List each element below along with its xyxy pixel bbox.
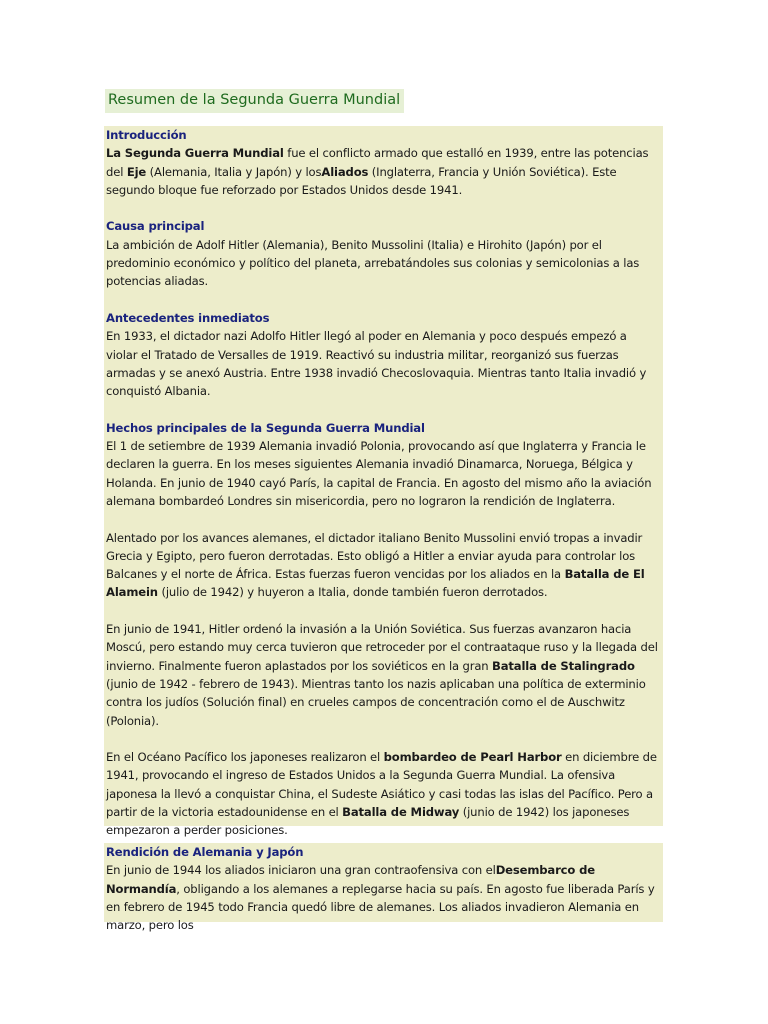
section-hechos-principales [106, 419, 661, 840]
text-run: En junio de 1941, Hitler ordenó la invasión a la Unión Soviética. Sus fuerzas avanzaron hacia Moscú, pero estando muy cerca tuvieron que retroceder por el contraataque ruso y la llegada del invierno. Finalmente fueron aplastados por los soviéticos en la gran [106, 622, 658, 673]
bold-term: bombardeo de Pearl Harbor [383, 750, 562, 765]
section-heading: Antecedentes inmediatos [106, 310, 270, 325]
text-run: (julio de 1942) y huyeron a Italia, donde también fueron derrotados. [157, 585, 548, 600]
section-heading: Hechos principales de la Segunda Guerra Mundial [106, 420, 425, 435]
content-panel-rendicion [104, 843, 663, 933]
page-title: Resumen de la Segunda Guerra Mundial [105, 89, 404, 113]
text-run: (junio de 1942) los japoneses empezaron a perder posiciones. [106, 804, 630, 838]
text-run: en diciembre de 1941, provocando el ingreso de Estados Unidos a la Segunda Guerra Mundial. La ofensiva japonesa la llevó a conquistar China, el Sudeste Asiático y casi todas las islas del Pacífico. Pero a partir de la victoria estadounidense en el [106, 750, 657, 819]
text-run: Alentado por los avances alemanes, el dictador italiano Benito Mussolini envió tropas a invadir Grecia y Egipto, pero fueron derrotadas. Esto obligó a Hitler a enviar ayuda para controlar los Balcanes y el norte de África. Estas fuerzas fueron vencidas por los aliados en la [106, 530, 643, 582]
paragraph [106, 748, 661, 839]
bold-term: Batalla de Midway [342, 804, 460, 819]
bold-term: Eje [126, 164, 147, 179]
text-run: (junio de 1942 - febrero de 1943). Mientras tanto los nazis aplicaban una política de exterminio contra los judíos (Solución final) en crueles campos de concentración como el de Auschwitz (Polonia). [106, 676, 646, 728]
paragraph [106, 529, 661, 602]
content-panel-main [104, 126, 663, 838]
text-run: La ambición de Adolf Hitler (Alemania), Benito Mussolini (Italia) e Hirohito (Japón) por el predominio económico y político del planeta, arrebatándoles sus colonias y semicolonias a las potencias aliadas. [106, 237, 640, 289]
text-run: En junio de 1944 los aliados iniciaron una gran contraofensiva con el [106, 863, 496, 878]
section-introduccion [106, 126, 661, 199]
text-run: fue el conflicto armado que estalló en 1939, entre las potencias del [106, 146, 649, 179]
paragraph [106, 861, 661, 934]
bold-term: Batalla de El Alamein [106, 567, 645, 600]
bold-term: Batalla de Stalingrado [492, 658, 635, 673]
text-run: (Alemania, Italia y Japón) y los [146, 164, 322, 179]
paragraph [106, 620, 661, 730]
text-run: , obligando a los alemanes a replegarse hacia su país. En agosto fue liberada París y en febrero de 1945 todo Francia quedó libre de alemanes. Los aliados invadieron Alemania en marzo, pero los [106, 881, 655, 933]
paragraph [106, 327, 661, 400]
text-run: (Inglaterra, Francia y Unión Soviética). Este segundo bloque fue reforzado por Estados Unidos desde 1941. [106, 164, 617, 197]
text-run: El 1 de setiembre de 1939 Alemania invadió Polonia, provocando así que Inglaterra y Francia le declaren la guerra. En los meses siguientes Alemania invadió Dinamarca, Noruega, Bélgica y Holanda. En junio de 1940 cayó París, la capital de Francia. En agosto del mismo año la aviación alemana bombardeó Londres sin misericordia, pero no lograron la rendición de Inglaterra. [106, 439, 652, 508]
paragraph [106, 144, 661, 199]
section-causa-principal [106, 217, 661, 290]
paragraph [106, 437, 661, 510]
section-antecedentes [106, 309, 661, 400]
section-heading: Introducción [106, 128, 187, 142]
text-run: En 1933, el dictador nazi Adolfo Hitler llegó al poder en Alemania y poco después empezó a violar el Tratado de Versalles de 1919. Reactivó su industria militar, reorganizó sus fuerzas armadas y se anexó Austria. Entre 1938 invadió Checoslovaquia. Mientras tanto Italia invadió y conquistó Albania. [106, 329, 647, 399]
section-heading: Causa principal [106, 219, 205, 234]
bold-term: La Segunda Guerra Mundial [106, 146, 284, 161]
bold-term: Aliados [321, 164, 369, 179]
section-heading: Rendición de Alemania y Japón [106, 845, 304, 859]
text-run: En el Océano Pacífico los japoneses realizaron el [106, 750, 384, 765]
paragraph [106, 236, 661, 291]
bold-term: Desembarco de Normandía [106, 863, 595, 896]
